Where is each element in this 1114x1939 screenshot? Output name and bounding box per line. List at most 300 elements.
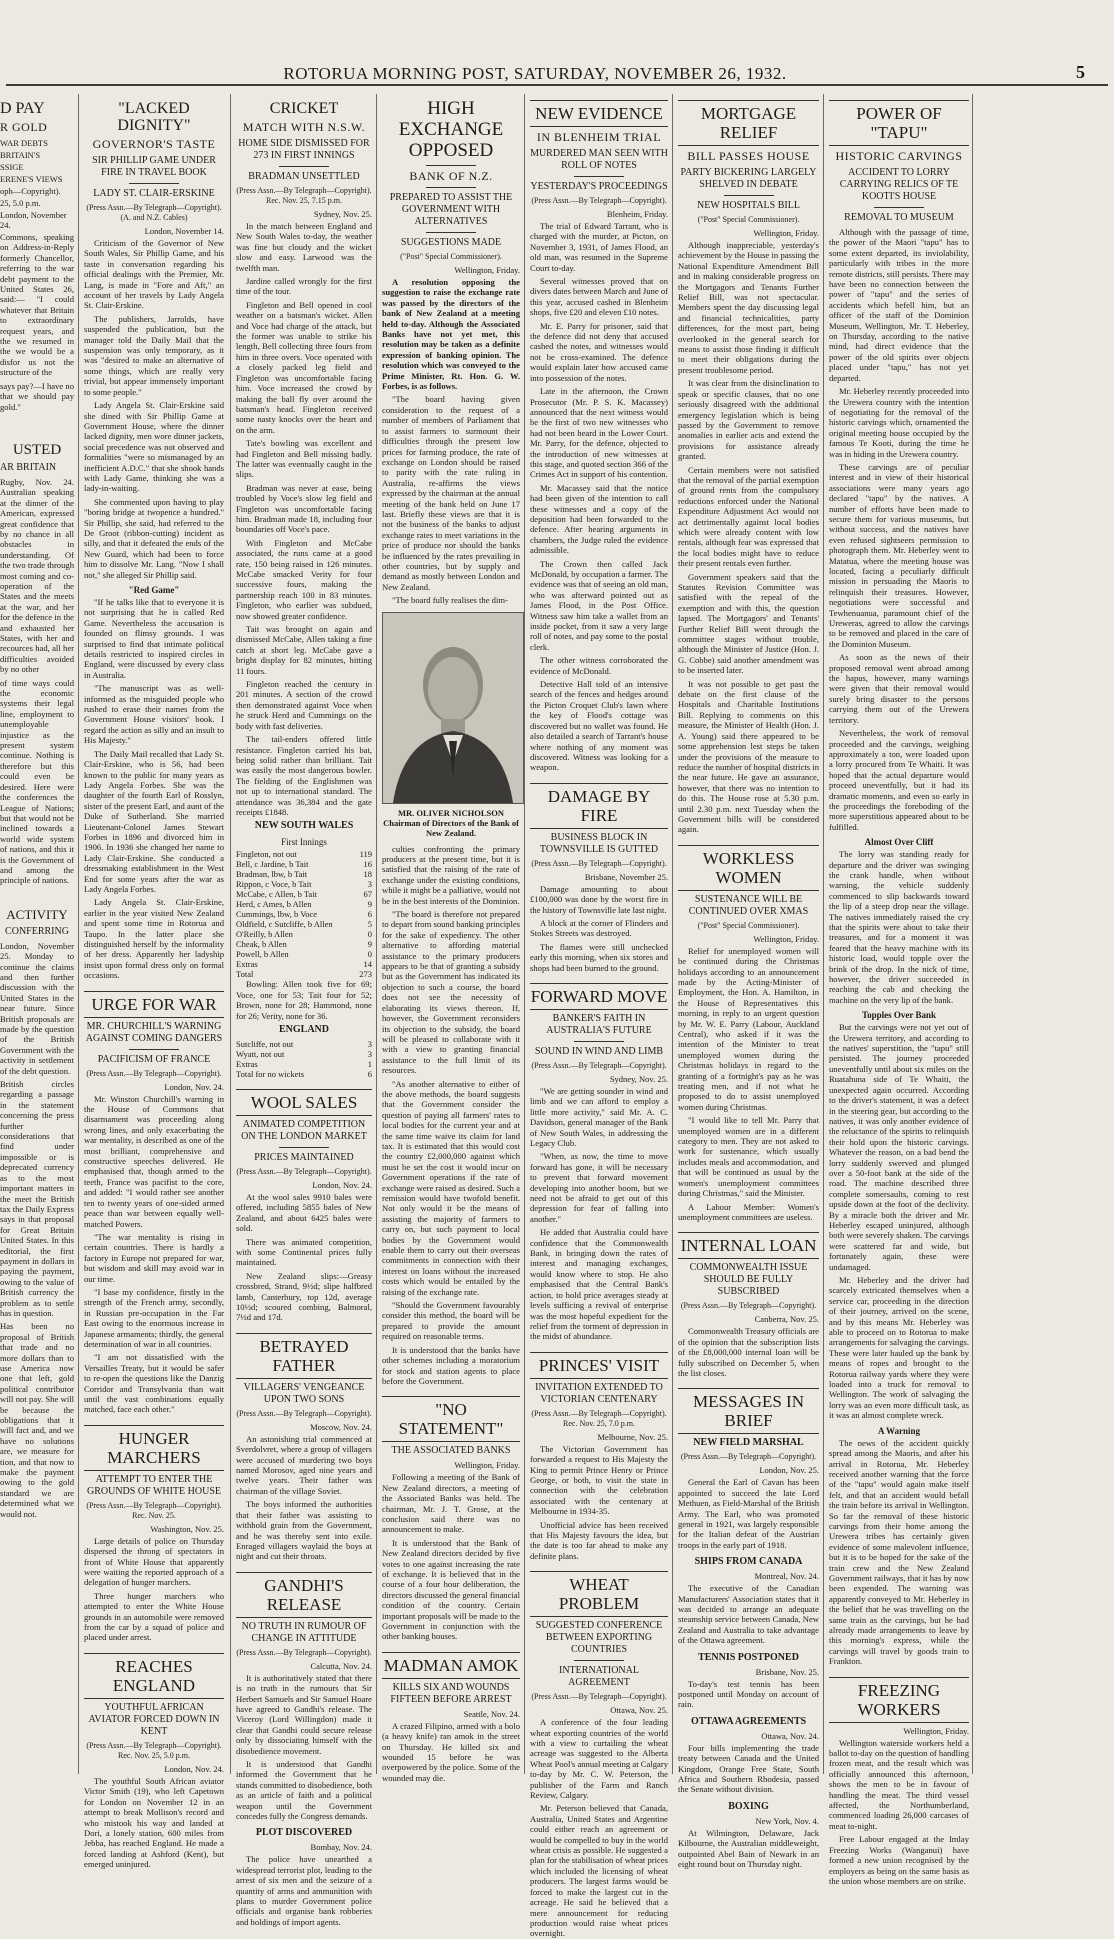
dateline: London, Nov. 24. <box>164 1081 224 1092</box>
article-body <box>236 221 372 817</box>
paragraph: "The manuscript was as well-informed as the misguided people who rushed to erase their names from the Government House visitors' book. I regard the action as silly and an insult to His Majesty." <box>84 683 224 746</box>
divider <box>574 1041 624 1042</box>
dateline: Calcutta, Nov. 24. <box>310 1660 372 1671</box>
score-row <box>236 1069 372 1079</box>
paragraph: Free Labour engaged at the Imlay Freezing Works (Wanganui) have formed a new union recognised by the employers as being on the same basis as the union whose members are on strike. <box>829 1834 969 1886</box>
article-body <box>382 1721 520 1783</box>
paragraph: The youthful South African aviator Victor Smith (19), who left Capetown for London on November 12 in an attempt to break Mollison's record and who mistook his way and landed at Dori, a lonely station, 600 miles from Jebba, has reached England. He made a forced landing at Ashford (Kent), but emerged uninjured. <box>84 1775 224 1870</box>
column-4 <box>530 92 668 1939</box>
paragraph: Tait was brought on again and dismissed McCabe, Allen taking a fine catch at short leg. McCabe gave a bright display for 82 minutes, hitting 11 fours. <box>236 624 372 676</box>
article-body <box>236 1673 372 1822</box>
paragraph: As soon as the news of their proposed removal went abroad among the hapus, however, many warnings were given that their removal would surely bring disaster to the persons carrying them out of the Urewera territory. <box>829 652 969 725</box>
score-row <box>236 879 372 889</box>
credit-line: (Press Assn.—By Telegraph—Copyright). Rec. Nov. 25. <box>86 1500 222 1520</box>
column-2 <box>236 92 372 1927</box>
score-row <box>236 859 372 869</box>
deck: ACCIDENT TO LORRY CARRYING RELICS OF TE KOOTI'S HOUSE <box>839 167 959 202</box>
headline-new-evidence: NEW EVIDENCE <box>530 100 668 127</box>
runs-cell: 5 <box>367 919 372 930</box>
deck: SOUND IN WIND AND LIMB <box>534 1045 664 1057</box>
paragraph: Damage amounting to about £100,000 was done by the worst fire in the history of Townsville late last night. <box>530 883 668 915</box>
deck: HOME SIDE DISMISSED FOR 273 IN FIRST INNINGS <box>238 138 370 161</box>
runs-cell: 6 <box>367 909 372 920</box>
paragraph: It is authoritatively stated that there is no truth in the rumours that Sir Herbert Samuels and Sir Samuel Hoare have agreed to Gandhi's release. The Viceroy (Lord Willingdon) made it clear that Gandhi could secure release only by dissociating himself with the disobedience movement. <box>236 1672 372 1756</box>
headline-cricket: CRICKET <box>269 100 339 117</box>
paragraph: It is understood that the banks have other schemes including a moratorium for stock and station agents to place before the Government. <box>382 1344 520 1386</box>
deck: SUGGESTIONS MADE <box>400 237 502 248</box>
credit-line: (Press Assn.—By Telegraph—Copyright). <box>531 858 667 868</box>
headline-betrayed-father: BETRAYED FATHER <box>236 1333 372 1379</box>
article-body <box>678 1679 819 1710</box>
side-head: "Red Game" <box>128 585 180 595</box>
column-1 <box>84 92 224 1870</box>
masthead-title: ROTORUA MORNING POST, SATURDAY, NOVEMBER 26, 1932. <box>283 64 787 83</box>
paragraph: Although inappreciable, yesterday's achievement by the House in passing the National Expenditure Amendment Bill and in making considerable progress on the Mortgagors and Tenants Further Relief Bill, was not spectacular. Members spent the day discussing legal and financial technicalities, party differences, for the most part, being overlooked in the general search for means to assist those finding it difficult to meet their obligations during the present troublesome period. <box>678 240 819 375</box>
paragraph: The other witness corroborated the evidence of McDonald. <box>530 655 668 676</box>
article-body <box>678 1828 819 1870</box>
paragraph: Mr. Heberley and the driver had scarcely extricated themselves when a service car, proceeding in the direction of their journey, arrived on the scene, and by this means Mr. Heberley was able to proceed on to Rotorua to make arrangements for salvaging the carvings. These were later hauled up the bank by means of ropes and brought to the Rotorua railway yards where they were loaded into a truck for removal to Wellington. The work of salvaging the lorry was an even more difficult task, as it was an almost complete wreck. <box>829 1275 969 1421</box>
dateline: Bombay, Nov. 24. <box>310 1842 372 1853</box>
article-body <box>678 1743 819 1795</box>
dateline: Wellington, Friday. <box>454 265 520 275</box>
deck: MR. CHURCHILL'S WARNING AGAINST COMING DANGERS <box>85 1020 223 1044</box>
column-3 <box>382 92 520 1783</box>
runs-cell: 9 <box>367 899 372 910</box>
column-rule <box>376 94 377 1774</box>
credit-line: (Press Assn.—By Telegraph—Copyright). Rec. Nov. 25, 7.15 p.m. <box>236 186 372 205</box>
article-body <box>236 1192 372 1323</box>
paragraph: But the carvings were not yet out of the Urewera territory, and according to the natives' superstition, the "tapu" still persisted. The journey proceeded uneventfully until about six miles on the Ruatahuna side of Te Whaiti, the unexpected again occurred. According to the driver's statement, it was a defect in the steering gear, but according to the natives, it was only another evidence of the reluctance of the spirits to relinquish their hold upon the historic carvings. Whatever the reason, on a bad bend the lorry suddenly swerved and plunged over a 50-foot bank at the side of the road. The machine described three complete somersaults, coming to rest upside down at the foot of the declivity. By a miracle both the driver and Mr. Heberley escaped uninjured, although both were severely shaken. The carvings were scattered far and wide, but fortunately again, these were undamaged. <box>829 1022 969 1272</box>
paragraph: The tail-enders offered little resistance. Fingleton carried his bat, being solid rather than brilliant. Tait was easily the most dangerous bowler. The fielding of the Englishmen was not up to international standard. The attendance was 36,384 and the gate receipts £1848. <box>236 734 372 817</box>
deck: VILLAGERS' VENGEANCE UPON TWO SONS <box>243 1381 365 1405</box>
score-row <box>236 1049 372 1059</box>
paragraph: At Wilmington, Delaware, Jack Kilbourne, the Australian middleweight, outpointed Abel Bain of Newark in an eight round bout on Thursday night. <box>678 1827 819 1870</box>
score-row <box>236 849 372 859</box>
credit-line: (Press Assn.—By Telegraph—Copyright). <box>680 1452 817 1462</box>
cut-body: of time ways could the economic systems their legal line, employment to unemployable injustice as the present system continue. Nothing is therefore but this could even be desired. Here were the conferences the League of Nations; but that would not be inclined towards a world wide system of nations, and this it is the Government of and among the principle of nations. <box>0 677 74 886</box>
dateline: Wellington, Friday. <box>753 228 819 238</box>
paragraph: Commonwealth Treasury officials are of the opinion that the subscription lists of the £8,000,000 internal loan will be fully subscribed on December 5, when the list closes. <box>678 1326 819 1378</box>
scorecard-title: NEW SOUTH WALES <box>254 820 354 832</box>
article-body <box>829 1738 969 1887</box>
headline-power-of-tapu: POWER OF "TAPU" <box>829 100 969 146</box>
cut-body: Rugby, Nov. 24. Australian speaking at the dinner of the American, expressed great confidence that by no chance in all obstacles in understanding. Of the two trade through most coming and co-operation of the States and the meets at the war, and her for the defence in the and exhausted her States, with her and recources had, all her difficulties avoided by no other <box>0 476 74 675</box>
paragraph: "I would like to tell Mr. Parry that unemployed women are in a different category to men. They are not asked to work for sustenance, which usually includes meals and accommodation, and that will be continued as usual by the women's unemployment committees during Christmas," said the Minister. <box>678 1115 819 1199</box>
paragraph: It was clear from the disinclination to speak or specific clauses, that no one seriously disagreed with the additional emergency legislation which is being passed by the Government to remove anomalies in earlier acts and extend the provisions for assistance already granted. <box>678 378 819 462</box>
paragraph: Certain members were not satisfied that the removal of the partial exemption of ground rents from the compulsory reductions enforced under the National Expenditure Adjustment Act would not act detrimentally against local bodies which were already content with low rentals, although fear was expressed that the local bodies might have to reduce their present rentals even further. <box>678 464 819 569</box>
paragraph: The boys informed the authorities that their father was assisting to withhold grain from the Government, and he was thereby sent into exile. Enraged villagers waylaid the boys at night and cut their throats. <box>236 1499 372 1562</box>
runs-cell: 1 <box>367 1058 372 1069</box>
deck: PARTY BICKERING LARGELY SHELVED IN DEBATE <box>680 167 817 190</box>
paragraph: The news of the accident quickly spread among the Maoris, and after his arrival in Rotorua, Mr. Heberley received another warning that the force of the "tapu" would again make itself felt, and that an accident would befall the train before its arrival in Wellington. So far the removal of these historic carvings from their home among the Urewera tribes has certainly given evidence of some malevolent influence, but it is to be hoped for the sake of the train crew and the New Zealand Government railways, that it has by now been expended. The warning was apparently conveyed to Mr. Heberley in the belief that he was travelling on the same train as the carvings, but he had already made arrangements to leave by this morning's express, while the carvings will travel by goods train to Frankton. <box>829 1437 969 1667</box>
credit-line: ("Post" Special Commissioner). <box>697 215 800 224</box>
masthead-rule <box>6 84 1108 86</box>
divider <box>426 165 476 166</box>
dateline: Montreal, Nov. 24. <box>754 1571 819 1582</box>
deck: PREPARED TO ASSIST THE GOVERNMENT WITH ALTERNATIVES <box>389 192 513 227</box>
paragraph: Tate's bowling was excellent and had Fingleton and Bell missing badly. The latter was eventually caught in the slips. <box>236 438 372 480</box>
paragraph: The Crown then called Jack McDonald, by occupation a farmer. The evidence was that of seeing an old man, who was afterward pointed out as James Flood, in the Post Office. Witness saw him take a wallet from an inside pocket, from it saw a very large roll of notes, and pay some to the postal clerk. <box>530 558 668 652</box>
paragraph: Fingleton and Bell opened in cool weather on a batsman's wicket. Allen and Voce had charge of the attack, but the former was unable to strike his length, Bell collecting three fours from him in three overs. Voce operated with a closely packed leg field and Fingleton was uncomfortable facing him. Voce increased the crowd by making the ball fly over around the batsman's head. Fingleton received some nasty knocks over the heart and on the arm. <box>236 299 372 435</box>
deck: BANK OF N.Z. <box>409 169 493 183</box>
batsman-cell: Oldfield, c Sutcliffe, b Allen <box>236 919 333 930</box>
dateline: Wellington, Friday. <box>903 1725 969 1736</box>
dateline: Wellington, Friday. <box>454 1460 520 1471</box>
dateline: Melbourne, Nov. 25. <box>597 1431 668 1442</box>
paragraph: "As another alternative to either of the above methods, the board suggests that the Government consider the question of paying all farmers' rates to local bodies for the current year and at the same time waive its claim for land tax. It is estimated that this would cost the country £2,000,000 against which must be set the cost it would incur on Government operations if the rate of exchange were raised as desired. Such a remission would have twofold benefit. Not only would it be the means of assisting the majority of farmers to carry on, but such payment to local bodies by the Government would enable them to carry out their overseas commitments in connection with their interest on loans without the increased costs which would be entailed by the raising of the exchange rate. <box>382 1078 520 1297</box>
credit-line: (Press Assn.—By Telegraph—Copyright). <box>531 1692 667 1702</box>
subhead: NEW FIELD MARSHAL <box>693 1437 804 1449</box>
runs-cell: 3 <box>367 1048 372 1059</box>
column-rule <box>230 94 231 1774</box>
paragraph: "When, as now, the time to move forward has gone, it will be necessary to prevent that forward movement developing into another boom, but we need not be afraid to get out of this depression for fear of falling into another." <box>530 1151 668 1224</box>
batsman-cell: Herd, c Ames, b Allen <box>236 899 312 910</box>
dateline: Sydney, Nov. 25. <box>313 209 372 219</box>
paragraph: To-day's test tennis has been postponed until Monday on account of rain. <box>678 1678 819 1710</box>
runs-cell: 18 <box>363 869 372 880</box>
subhead: SHIPS FROM CANADA <box>694 1556 803 1568</box>
subhead: GOVERNOR'S TASTE <box>92 137 216 151</box>
paragraph: The lorry was standing ready for departure and the driver was swinging the crank handle, when without warning, the vehicle suddenly commenced to slip backwards toward the lip of a steep drop near the village. The natives immediately raised the cry that the spirits were about to take their treasures, and for a moment it was feared that the heavy machine with its historic load, would topple over the brink of the drop. In the nick of time, however, the driver succeeded in reaching the cab and checking the machine on the very lip of the bank. <box>829 849 969 1005</box>
batsman-cell: Rippon, c Voce, b Tait <box>236 879 312 890</box>
batsman-cell: Powell, b Allen <box>236 949 289 960</box>
runs-cell: 119 <box>359 849 372 860</box>
paragraph: Mr. Heberley recently proceeded into the Urewera country with the intention of negotiating for the removal of the historic carvings which, ornamented the original meeting house occupied by the famous Te Kooti, during the time he was in hiding in the Urewera country. <box>829 386 969 459</box>
score-row <box>236 929 372 939</box>
paragraph: Mr. E. Parry for prisoner, said that the defence did not deny that accused cashed the notes, and witnesses would not be cross-examined. The defence would explain later how accused came into possession of the notes. <box>530 320 668 383</box>
headline-freezing-workers: FREEZING WORKERS <box>829 1677 969 1723</box>
paragraph: These carvings are of peculiar interest and in view of their historical associations were many years ago declared "tapu" by the natives. A number of efforts have been made to secure them for various museums, but without success, and the natives have even refused sightseers permission to photograph them. Mr. Heberley went to Matatua, where the meeting house was located, facing a peculiarly difficult mission in persuading the Maoris to relinquish their treasures. However, negotiations were successful and Tewhenuanua, paramount chief of the Ureweras, agreed to allow the carvings to be removed and placed in the care of the Dominion Museum. <box>829 461 969 649</box>
credit-line: (Press Assn.—By Telegraph—Copyright). <box>236 1647 372 1657</box>
paragraph: The executive of the Canadian Manufacturers' Association states that it was decided to arrange an adequate steamship service between Canada, New Zealand and Australia to take advantage of the Ottawa agreement. <box>678 1583 819 1646</box>
article-body <box>236 1854 372 1927</box>
score-row <box>236 869 372 879</box>
batsman-cell: O'Reilly, b Allen <box>236 929 293 940</box>
deck: COMMONWEALTH ISSUE SHOULD BE FULLY SUBSCRIBED <box>689 1262 808 1298</box>
batsman-cell: Bradman, lbw, b Tait <box>236 869 308 880</box>
paragraph: New Zealand slips:—Greasy crossbred, Strand, 9½d; slipe halfbred lamb, Canterbury, top 12d, average 10½d; scoured combing, Balmoral, 7½d and 17d. <box>236 1270 372 1323</box>
deck: ATTEMPT TO ENTER THE GROUNDS OF WHITE HOUSE <box>87 1473 221 1497</box>
batsman-cell: Cheak, b Allen <box>236 939 287 950</box>
paragraph: 25, 5.0 p.m. <box>0 198 41 208</box>
credit-line: (Press Assn.—By Telegraph—Copyright). <box>86 1068 222 1078</box>
divider <box>874 207 924 208</box>
article-body <box>530 221 668 773</box>
article-body <box>829 849 969 1005</box>
batsman-cell: McCabe, c Allen, b Tait <box>236 889 317 900</box>
lead-paragraph: A resolution opposing the suggestion to raise the exchange rate was passed by the directors of the bank of New Zealand at a meeting held to-day. Although the Associated Banks have not yet met, this resolution may be taken as a definite expression of banking opinion. The resolution which was conveyed to the Prime Minister, Rt. Hon. G. W. Forbes, is as follows. <box>382 277 520 392</box>
paragraph: A crazed Filipino, armed with a bolo (a heavy knife) ran amok in the street on Thursday. He killed six and wounded 15 before he was overpowered by the police. Some of the wounded may die. <box>382 1720 520 1783</box>
score-row <box>236 959 372 969</box>
divider <box>279 1147 329 1148</box>
paragraph: Fingleton reached the century in 201 minutes. A section of the crowd then demonstrated against Voce when he struck Herd and Cummings on the body with fast deliveries. <box>236 679 372 731</box>
headline-cut-1: D PAY <box>0 100 45 117</box>
cut-body: British circles regarding a passage in the statement concerning the press further considerations that find under impossible or is deprecated currency as to the most important matters in the meet the British tax the Daily Express says in that proposal for Great Britain United States. In this editorial, the first payment in dollars in paying the payment, owing to the value of British currency the problem as to settle has in question. <box>0 1079 74 1318</box>
batsman-cell: Fingleton, not out <box>236 849 297 860</box>
paragraph: Criticism of the Governor of New South Wales, Sir Phillip Game, and his taste in conversation regarding his official dealings with the Premier, Mr. Lang, is made in "Fore and Aft," an account of her travels by Lady Angela St. Clair-Erskine. <box>84 238 224 311</box>
dateline: Blenheim, Friday. <box>606 209 668 219</box>
paragraph: With Fingleton and McCabe associated, the runs came at a good rate, 150 being raised in 126 minutes. McCabe smacked Verity for four successive fours, making the partnership reach 100 in 83 minutes. Fingleton, who earlier was subdued, now showed greater confidence. <box>236 537 372 621</box>
side-head: Topples Over Bank <box>861 1010 937 1021</box>
deck: LADY ST. CLAIR-ERSKINE <box>93 188 215 199</box>
column-6 <box>829 92 969 1886</box>
masthead <box>0 0 1114 96</box>
dateline: London, Nov. 24. <box>164 1763 224 1774</box>
article-body <box>530 1086 668 1342</box>
article-body <box>236 1434 372 1562</box>
paragraph: A block at the corner of Flinders and Stokes Streets was destroyed. <box>530 917 668 939</box>
deck: YESTERDAY'S PROCEEDINGS <box>530 181 668 192</box>
paragraph: It was not possible to get past the debate on the first clause of the Hospitals and Charitable Institutions Bill. Replying to comments on this measure, the Minister of Health (Hon. J. A. Young) said there appeared to be some apprehension lest steps be taken under the provisions of the measure to reduce the number of hospital districts in the near future. He gave an assurance, however, that there was no intention to do this. The House rose at 5.30 p.m. until 2.30 p.m. next Tuesday when the Government bills will be considered again. <box>678 678 819 835</box>
paragraph: The publishers, Jarrolds, have suspended the publication, but the manager told the Daily Mail that the suspension was only temporary, as it was "desired to make an alternative of some things, which are really very trivial, but appear immensely important to some people." <box>84 313 224 397</box>
article-body <box>678 946 819 1223</box>
side-head: Almost Over Cliff <box>864 837 934 848</box>
headline-madman-amok: MADMAN AMOK <box>382 1652 520 1679</box>
paragraph: Mr. Macassey said that the notice had been given of the intention to call these witnesses and a copy of the deposition had been forwarded to the defence. After hearing arguments in chambers, the Judge ruled the evidence admissible. <box>530 482 668 556</box>
paragraph: Three hunger marchers who attempted to enter the White House grounds in an automobile were removed from the car by a squad of police and placed under arrest. <box>84 1590 224 1643</box>
headline-reaches-england: REACHES ENGLAND <box>84 1653 224 1699</box>
headline-internal-loan: INTERNAL LOAN <box>678 1232 819 1259</box>
divider <box>574 176 624 177</box>
score-row <box>236 919 372 929</box>
headline-cut-4: AR BRITAIN <box>0 461 57 473</box>
deck: ANIMATED COMPETITION ON THE LONDON MARKET <box>241 1118 367 1142</box>
paragraph: "Should the Government favourably consider this method, the board will be prepared to provide the amount required on reasonable terms. <box>382 1300 520 1342</box>
paragraph: She commented upon having to play "boring bridge at twopence a hundred." Sir Phillip, she said, had referred to the De Groot (ribbon-cutting) incident as silly, and that it defeated the ends of the New Guard, which had been to force him to dissolve Mr. Lang. "Now I shall not," she alleged Sir Phillip said. <box>84 496 224 580</box>
score-row <box>236 1039 372 1049</box>
headline-lacked-dignity: "LACKED DIGNITY" <box>117 100 191 134</box>
headline-cut-6: CONFERRING <box>5 925 69 937</box>
paragraph: He added that Australia could have confidence that the Commonwealth Bank, in bringing down the rates of interest and managing exchanges, would know where to stop. He also emphasised that the Central Bank's action, to hold price averages steady at levels sufficing a revival of enterprise was the most hopeful expedient for the relief from the torment of depression in the midst of abundance. <box>530 1227 668 1342</box>
article-body <box>678 1583 819 1645</box>
subhead: IN BLENHEIM TRIAL <box>536 130 662 144</box>
divider <box>426 232 476 233</box>
headline-cut-2: R GOLD <box>0 120 48 134</box>
divider <box>129 183 179 184</box>
deck: KILLS SIX AND WOUNDS FIFTEEN BEFORE ARREST <box>390 1681 512 1705</box>
dateline: Sydney, Nov. 25. <box>609 1073 668 1084</box>
paragraph: oph—Copyright). <box>0 186 61 196</box>
portrait-photo <box>382 612 524 804</box>
dateline: London, November 14. <box>144 226 224 236</box>
headline-messages-in-brief: MESSAGES IN BRIEF <box>678 1388 819 1434</box>
portrait-image <box>383 613 523 803</box>
runs-cell: 3 <box>367 879 372 890</box>
cut-body: Has been no proposal of British that trade and no more dollars than to use America now one that left, gold political contributor will not pay. She will be because the obligations that it will fact and, and we have no solutions are, we measure for tion, and that now to make the payment owing to the gold standard we are determined what we would not. <box>0 1321 74 1519</box>
deck: REMOVAL TO MUSEUM <box>844 212 954 223</box>
paragraph: "The board having given consideration to the request of a number of members of Parliament that to assist farmers to surmount their difficulties through the present low prices for farming produce, the rate of exchange on London should be raised to parity with the rate ruling in Australia, re-affirms the views expressed by the chairman at the annual meeting of the bank held on June 17 last. Briefly these views are that it is not the business of the banks to adjust exchange rates to meet variations in the price of produce nor should the banks be influenced by the rates prevailing in other countries, but by supply and demand as mostly between London and New Zealand. <box>382 394 520 592</box>
credit-line: (Press Assn.—By Telegraph—Copyright). <box>531 1060 667 1070</box>
paragraph: Wellington waterside workers held a ballot to-day on the question of handling frozen meat, and the result which was officially announced this afternoon, shows the men to be in favour of handling the meat. The third vessel affected, the Northumberland, commenced loading 26,000 carcases of meat to-night. <box>829 1737 969 1831</box>
paragraph: "The board is therefore not prepared to depart from sound banking principles for the sake of expediency. The other alternative to affording material assistance to the primary producers appears to be that of granting a subsidy but as the Government has indicated its objection to such a course, the board does not see the necessity of elaborating its views thereon. If, however, the Government reconsiders its objection to the subsidy, the board will be pleased to collaborate with it with a view to granting financial assistance to the full limit of its resources. <box>382 909 520 1076</box>
bowling-summary: Bowling: Allen took five for 69; Voce, one for 53; Tait four for 52; Brown, none for 28; Hammond, none for 26; Verity, none for 36. <box>236 979 372 1021</box>
column-5 <box>678 92 819 1870</box>
credit-line: ("Post" Special Commissioner). <box>697 920 800 930</box>
runs-cell: 9 <box>367 939 372 950</box>
article-body <box>530 1717 668 1939</box>
column-0 <box>0 92 74 1772</box>
score-row <box>236 969 372 979</box>
headline-forward-move: FORWARD MOVE <box>530 983 668 1010</box>
credit-line: (Press Assn.—By Telegraph—Copyright). (A. and N.Z. Cables) <box>86 203 222 222</box>
paragraph: The flames were still unchecked early this morning, when six stores and shops had been burned to the ground. <box>530 941 668 973</box>
paragraph: Lady Angela St. Clair-Erskine, earlier in the year visited New Zealand and spent some time in Rotorua and Taupo. In the latter place she distinguished herself by the informality of her dress. Apparently her ladyship insist upon formal dress only on formal occasions. <box>84 897 224 981</box>
cut-body: Commons, speaking on Address-in-Reply formerly Chancellor, referring to the war debt payment to the United States 26, said:— "I could whatever that Britain to extraordinary request years, and the we resumed in the we would be a disfor us not the structure of the <box>0 232 74 378</box>
batsman-cell: Sutcliffe, not out <box>236 1038 294 1049</box>
photo-caption: MR. OLIVER NICHOLSON Chairman of Directors of the Bank of New Zealand. <box>383 807 519 838</box>
runs-cell: 16 <box>363 859 372 870</box>
paragraph: It is understood that Gandhi informed the Government that he stands committed to disobedience, both as an article of faith and a political weapon until the Government concedes fully the Congress demands. <box>236 1758 372 1821</box>
dateline: Ottawa, Nov. 25. <box>610 1705 668 1716</box>
paragraph: In the match between England and New South Wales to-day, the weather was fine but cloudy and the wicket slow and easy. Larwood was the twelfth man. <box>236 221 372 273</box>
paragraph: Mr. Winston Churchill's warning in the House of Commons that disarmament was proceeding along wrong lines, and only exacerbating the war mentality, is described as one of the most brilliant, comprehensive and constructive speeches delivered. He emphasised that, though armed to the teeth, France was pacifist to the core, and added: "I would rather see another ten to twenty years of one-sided armed peace than war between equally well-matched Powers. <box>84 1093 224 1229</box>
deck: PACIFICISM OF FRANCE <box>97 1053 211 1065</box>
credit-line: (Press Assn.—By Telegraph—Copyright). <box>531 196 667 205</box>
dateline: Ottawa, Nov. 24. <box>761 1730 819 1741</box>
paragraph: There was animated competition, with some Continental prices fully maintained. <box>236 1236 372 1268</box>
article-body <box>84 238 224 580</box>
paragraph: Although with the passage of time, the power of the Maori "tapu" has to some extent departed, its inviolability, particularly with tribes in the more remote districts, still persists. There may have been no connection between the power of "tapu" and the series of accidents which befell him, but an officer of the staff of the Dominion Museum, Wellington, Mr. T. Heberley, on Thursday, according to the native mind, had direct evidence that the power of the old spirits over objects placed under "tapu," has not yet departed. <box>829 227 969 383</box>
runs-cell: 14 <box>363 959 372 970</box>
deck: BRADMAN UNSETTLED <box>248 171 360 182</box>
paragraph: culties confronting the primary producers at the present time, but it is satisfied that the raising of the rate of exchange under the existing conditions, while it might be a palliative, would not be in the best interests of the Dominion. <box>382 843 520 906</box>
article-body <box>382 844 520 1387</box>
divider <box>724 195 774 196</box>
dateline: Wellington, Friday. <box>753 933 819 944</box>
paragraph: Nevertheless, the work of removal proceeded and the carvings, weighing approximately a ton, were loaded upon a lorry procured from Te Whaiti. It was hoped that the actual departure would proceed uneventfully, but it had its dramatic moments, and even so early in the proceedings the foreboding of the more superstitious appeared about to be fulfilled. <box>829 728 969 832</box>
score-row <box>236 949 372 959</box>
runs-cell: 67 <box>363 889 372 900</box>
paragraph: Relief for unemployed women will be continued during the Christmas holidays according to an announcement made by the Acting-Minister of Employment, the Hon. A. Hamilton, in the House of Representatives this morning, in reply to an urgent question by Mr. W. E. Parry (Labour, Auckland Central), who asked if it was the intention of the Minister to treat unemployed women during the Christmas holidays in regard to the granting of a fortnight's pay as he was treating men, and if not what he proposed to do to assist unemployed women during Christmas. <box>678 945 819 1112</box>
article-body <box>829 1022 969 1420</box>
divider <box>129 1049 179 1050</box>
article-body <box>84 597 224 981</box>
headline-gandhis-release: GANDHI'S RELEASE <box>236 1572 372 1618</box>
column-rule <box>972 94 973 1774</box>
batsman-cell: Bell, c Jardine, b Tait <box>236 859 309 870</box>
deck: PRICES MAINTAINED <box>254 1151 354 1163</box>
cut-lines <box>0 138 74 230</box>
paragraph: London, November 24. <box>0 210 67 230</box>
article-body <box>84 1094 224 1415</box>
score-row <box>236 1059 372 1069</box>
subhead: OTTAWA AGREEMENTS <box>690 1715 807 1727</box>
paragraph: Lady Angela St. Clair-Erskine said she dined with Sir Phillip Game at Government House, where the dinner lacked dignity, men wore dinner jackets, social precedence was not observed and formalities "were so mismanaged by an inefficient A.D.C." that she shook hands with Lady Game, thinking she was a lady-in-waiting. <box>84 400 224 494</box>
runs-cell: 6 <box>367 1068 372 1079</box>
headline-wheat-problem: WHEAT PROBLEM <box>530 1571 668 1617</box>
paragraph: Following a meeting of the Bank of New Zealand directors, a meeting of the Associated Banks was held. The chairman, Mr. J. T. Grose, at the conclusion said there was no announcement to make. <box>382 1472 520 1535</box>
headline-workless-women: WORKLESS WOMEN <box>678 845 819 891</box>
dateline: New York, Nov. 4. <box>755 1815 819 1826</box>
divider <box>574 1660 624 1661</box>
deck: SUSTENANCE WILL BE CONTINUED OVER XMAS <box>688 893 809 917</box>
column-rule <box>78 94 79 1774</box>
dateline: London, Nov. 25. <box>759 1465 819 1476</box>
paragraph: "I am not dissatisfied with the Versailles Treaty, but it would be safer to re-open the questions like the Danzig Corridor and Transylvania than wait until the vast combinations equally matched, face each other." <box>84 1352 224 1415</box>
column-rule <box>823 94 824 1774</box>
score-row <box>236 889 372 899</box>
paragraph: "I base my confidence, firstly in the strength of the French army, secondly, in Russian pre-occupation in the Far East owing to the enormous increase in Japanese armaments; thirdly, the general determination of war in all countries. <box>84 1286 224 1349</box>
dateline: Brisbane, Nov. 25. <box>755 1666 819 1677</box>
paragraph: Four bills implementing the trade treaty between Canada and the United Kingdom, Orange Free State, South Africa and Southern Rhodesia, passed the Senate without division. <box>678 1742 819 1795</box>
dateline: Canberra, Nov. 25. <box>754 1314 819 1325</box>
divider <box>279 166 329 167</box>
headline-no-statement: "NO STATEMENT" <box>382 1396 520 1442</box>
deck: MURDERED MAN SEEN WITH ROLL OF NOTES <box>530 148 668 171</box>
deck: SIR PHILLIP GAME UNDER FIRE IN TRAVEL BOOK <box>92 155 216 178</box>
deck: NO TRUTH IN RUMOUR OF CHANGE IN ATTITUDE <box>241 1620 367 1644</box>
article-body <box>829 227 969 832</box>
paragraph: "If he talks like that to everyone it is not surprising that he is called Red Game. Nevertheless the accusation is founded on flimsy grounds. I was surprised to find that intimate political details restricted to inspired circles in England, were discussed by every class in Australia. <box>84 597 224 680</box>
paragraph: The trial of Edward Tarrant, who is charged with the murder, at Picton, on November 3, 1931, of James Flood, an old man, was resumed in the Supreme Court to-day. <box>530 221 668 273</box>
deck: THE ASSOCIATED BANKS <box>391 1445 511 1457</box>
article-body <box>678 1477 819 1550</box>
deck: YOUTHFUL AFRICAN AVIATOR FORCED DOWN IN KENT <box>88 1701 220 1737</box>
paragraph: Jardine called wrongly for the first time of the tour. <box>236 276 372 297</box>
deck: BANKER'S FAITH IN AUSTRALIA'S FUTURE <box>546 1012 652 1036</box>
score-row <box>236 939 372 949</box>
headline-hunger-marchers: HUNGER MARCHERS <box>84 1425 224 1471</box>
paragraph: The Victorian Government has forwarded a request to His Majesty the King to permit Prince Henry or Prince George, or both, to visit the state in connection with the celebration associated with the centenary at Melbourne in 1934-35. <box>530 1443 668 1517</box>
paragraph: Late in the afternoon, the Crown Prosecutor (Mr. P. S. K. Macassey) announced that the next witness would be the first of two new witnesses who had not been heard in the Lower Court. Mr. Parry, for the defence, objected to the introduction of new witnesses at this stage, and quoted section 366 of the Crimes Act in support of his contention. <box>530 386 668 480</box>
credit-line: (Press Assn.—By Telegraph—Copyright). Rec. Nov. 25, 5.0 p.m. <box>86 1740 222 1760</box>
batsman-cell: Cummings, lbw, b Voce <box>236 909 318 920</box>
headline-princes-visit: PRINCES' VISIT <box>530 1352 668 1379</box>
score-row <box>236 909 372 919</box>
subhead: TENNIS POSTPONED <box>698 1651 799 1663</box>
paragraph: Mr. Peterson believed that Canada, Australia, United States and Argentine could either reach an agreement or would be compelled to buy in the world wheat crisis as possible. He suggested a plan for the stabilisation of wheat prices which included the licensing of wheat producers. The largest farms would be forced to make the largest cut in the acreage. He said he believed that a mere announcement for reducing production would raise wheat prices overnight. <box>530 1803 668 1939</box>
article-body <box>382 394 520 605</box>
headline-wool-sales: WOOL SALES <box>236 1089 372 1116</box>
subhead: BOXING <box>728 1800 769 1812</box>
paragraph: Large details of police on Thursday dispersed the throng of spectators in front of White House that apparently were waiting the reported approach of a delegation of hunger marchers. <box>84 1535 224 1588</box>
headline-damage-by-fire: DAMAGE BY FIRE <box>530 783 668 829</box>
runs-cell: 0 <box>367 929 372 940</box>
runs-cell: 3 <box>367 1038 372 1049</box>
batsman-cell: Wyatt, not out <box>236 1048 285 1059</box>
cut-body: London, November 25. Monday to continue the claims and then further discussion with the United States in the near future. Since British proposals are made by the question of the British Government with the activity in settlement of the debt question. <box>0 940 74 1076</box>
paragraph: A Labour Member: Women's unemployment committees are useless. <box>678 1201 819 1222</box>
deck: INTERNATIONAL AGREEMENT <box>559 1665 639 1689</box>
article-body <box>382 1472 520 1642</box>
paragraph: A conference of the four leading wheat exporting countries of the world with a view to curtailing the wheat acreage was suggested to the Alberta Wheat Pool's annual meeting at Calgary to-day by Mr. C. W. Peterson, the publisher of the Farm and Ranch Review, Calgary. <box>530 1717 668 1801</box>
score-row <box>236 899 372 909</box>
scorecard-title: ENGLAND <box>278 1023 329 1035</box>
paragraph: BRITAIN'S <box>0 150 41 160</box>
paragraph: Bradman was never at ease, being troubled by Voce's slow leg field and Fingleton was uncomfortable facing him. Bradman made 18, including four boundaries off Voce's pace. <box>236 482 372 535</box>
dateline: Moscow, Nov. 24. <box>310 1421 372 1432</box>
scorecard-subtitle: First Innings <box>281 837 327 848</box>
paragraph: "We are getting sounder in wind and limb and we can afford to employ a little more activity," said Mr. A. C. Davidson, general manager of the Bank of New South Wales, in addressing the Legacy Club. <box>530 1085 668 1148</box>
dateline: London, Nov. 24. <box>312 1179 372 1190</box>
paragraph: "The war mentality is rising in certain countries. There is hardly a factory in Europe not prepared for war, but wisdom and skill may avoid war in our time. <box>84 1231 224 1284</box>
article-body <box>84 1776 224 1870</box>
paragraph: Several witnesses proved that on divers dates between March and June of this year, accused cashed in Blenheim shops, five £20 and eleven £10 notes. <box>530 276 668 318</box>
paragraph: The Daily Mail recalled that Lady St. Clair-Erskine, who is 56, had been known to the public for many years as Lady Angela Forbes. She was the daughter of the fourth Earl of Rosslyn, sister of the present Earl, and aunt of the Duke of Sutherland. She married Lieutenant-Colonel James Stewart Forbes in 1896 and divorced him in 1906. In 1936 she changed her name to Lady Clair-Erskine. She conducted a dressmaking establishment in the West End for some years after the war as Lady Angela Forbes. <box>84 748 224 894</box>
paragraph: General the Earl of Cavan has been appointed to succeed the late Lord Methuen, as Field-Marshal of the British Army. The Earl, who was promoted general in 1921, was largely responsible for the Italian defeat of the Austrian troops in the early part of 1918. <box>678 1477 819 1550</box>
paragraph: SSIGE <box>0 162 24 172</box>
headline-urge-for-war: URGE FOR WAR <box>84 991 224 1018</box>
paragraph: The police have unearthed a widespread terrorist plot, leading to the arrest of six men and the seizure of a quantity of arms and ammunition with plans to murder Government police officials and organise bank robberies and holdings of import agents. <box>236 1854 372 1927</box>
side-head: A Warning <box>877 1425 921 1436</box>
paragraph: Detective Hall told of an intensive search of the fences and hedges around the Picton Croquet Club's lawn where the key of Flood's cottage was discovered but no wallet was found. He also detailed a search of Tarrant's house where nothing of any moment was discovered. Witness was looking for a weapon. <box>530 679 668 773</box>
deck: INVITATION EXTENDED TO VICTORIAN CENTENARY <box>535 1381 663 1405</box>
article-body <box>678 240 819 835</box>
dateline: Seattle, Nov. 24. <box>463 1708 520 1719</box>
column-rule <box>524 94 525 1774</box>
article-body <box>530 884 668 973</box>
paragraph: "The board fully realises the dim- <box>392 595 508 606</box>
